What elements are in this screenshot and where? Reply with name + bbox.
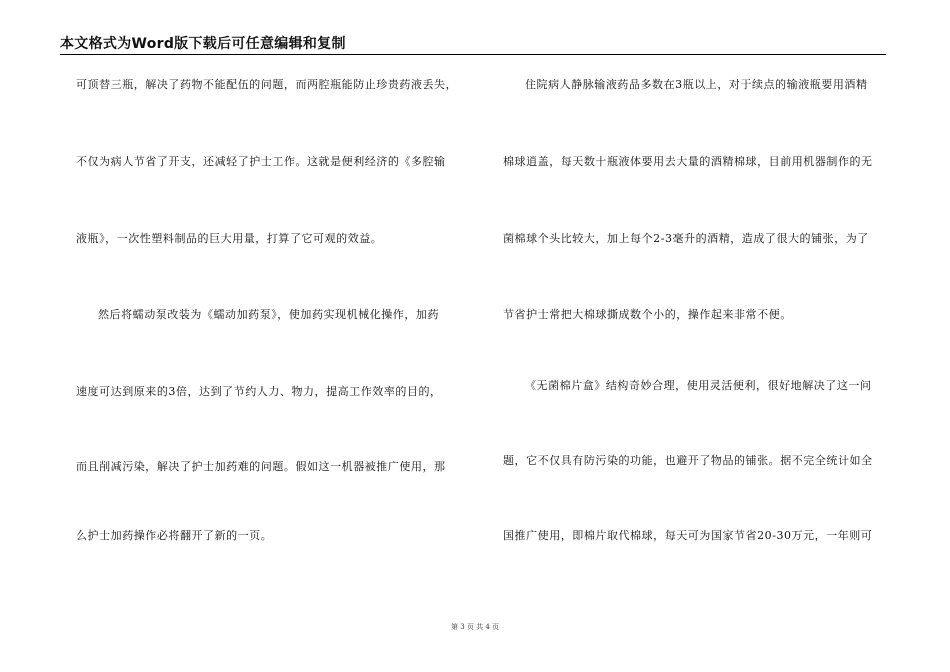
left-line-6: 而且削减污染，解决了护士加药难的问题。假如这一机器被推广使用，那 [76, 460, 446, 473]
right-line-3: 菌棉球个头比较大，加上每个2-3毫升的酒精，造成了很大的铺张，为了 [503, 232, 869, 245]
right-line-5: 《无菌棉片盒》结构奇妙合理，使用灵活便利，很好地解决了这一问 [525, 379, 872, 392]
right-line-7: 国推广使用，即棉片取代棉球，每天可为国家节省20-30万元，一年则可 [503, 529, 873, 542]
left-line-3: 液瓶》，一次性塑料制品的巨大用量，打算了它可观的效益。 [76, 232, 383, 245]
right-line-1: 住院病人静脉输液药品多数在3瓶以上，对于续点的输液瓶要用酒精 [525, 78, 868, 91]
left-line-5: 速度可达到原来的3倍，达到了节约人力、物力，提高工作效率的目的， [76, 385, 442, 398]
left-line-2: 不仅为病人节省了开支，还减轻了护士工作。这就是便利经济的《多腔输 [76, 155, 446, 168]
right-line-4: 节省护士常把大棉球撕成数个小的，操作起来非常不便。 [503, 308, 792, 321]
left-line-4: 然后将蠕动泵改装为《蠕动加药泵》，使加药实现机械化操作，加药 [98, 308, 439, 321]
document-header-title: 本文格式为Word版下载后可任意编辑和复制 [60, 36, 346, 52]
right-line-2: 棉球逍盖，每天数十瓶液体要用去大量的酒精棉球，目前用机器制作的无 [503, 155, 873, 168]
left-line-1: 可顶替三瓶，解决了药物不能配伍的问题，而两腔瓶能防止珍贵药液丢失， [76, 78, 458, 91]
page-number-footer: 第 3 页 共 4 页 [450, 623, 500, 631]
header-divider [60, 54, 886, 55]
right-line-6: 题，它不仅具有防污染的功能，也避开了物品的铺张。据不完全统计如全 [503, 454, 873, 467]
left-line-7: 么护士加药操作必将翻开了新的一页。 [76, 529, 273, 542]
